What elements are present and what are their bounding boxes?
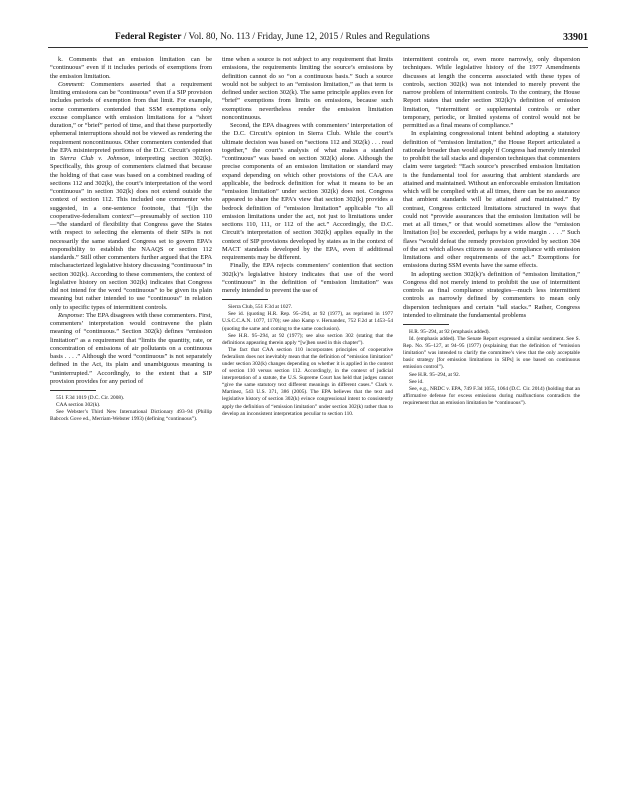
body-paragraph: time when a source is not subject to any requirement that limits emissions, the requirements limiting the source’s emissions by definition cannot do so “on a continuous basis.” Such a source would not be subject to an “emission limitation,” as that term is defined under section 302(k). The same principle applies even for “brief” exemptions from limits on emissions, because such exemptions nevertheless render the emission limitation noncontinuous.: [222, 56, 393, 121]
body-paragraph: intermittent controls or, even more narrowly, only dispersion techniques. While legislative history of the 1977 Amendments discusses at length the concerns associated with these types of controls, section 302(k) was not intended to merely prevent the narrow problem of intermittent controls. To the contrary, the House Report states that under section 302(k)’s definition of emission limitation, “intermittent or supplemental controls or other temporary, periodic, or limited systems of control would not be permitted as a final means of compliance.”: [403, 56, 580, 129]
section-heading: k. Comments that an emission limitation can be “continuous” even if it includes periods of exemptions from the emission limitation.: [50, 56, 212, 80]
body-paragraph: Second, the EPA disagrees with commenters’ interpretation of the D.C. Circuit’s opinion in Sierra Club. While the court’s ultimate decision was based on “sections 112 and 302(k) . . . read together,” the court’s analysis of what makes a standard “continuous” was based on section 302(k) alone. Although the precise components of an emission limitation or standard may expand depending on which other provisions of the CAA are applicable, the bedrock definition for what it means to be an “emission limitation” under section 302(k) does not. Congress appeared to share the EPA’s view that section 302(k) provides a bedrock definition of “emission limitation” applicable “to all emission limitations under the act, not just to limitations under sections 110, 111, or 112 of the act.” Accordingly, the D.C. Circuit’s interpretation of section 302(k) applies equally in the context of SIP provisions developed by states as in the context of MACT standards developed by the EPA, even if additional requirements may be different.: [222, 122, 393, 261]
response-label: Response:: [58, 311, 85, 319]
publication-name: Federal Register: [115, 32, 182, 42]
comment-paragraph: Comment: Commenters asserted that a requirement limiting emissions can be “continuous” even if a SIP provision includes periods of exemption from that limit. For example, some commenters contended that SSM exemptions only excuse compliance with emission limitations for a “short duration,” or “brief” period of time, and that these purportedly ephemeral interruptions should not be viewed as rendering the requirement noncontinuous. Other commenters contended that the EPA misinterpreted portions of the D.C. Circuit’s opinion in Sierra Club v. Johnson, interpreting section 302(k). Specifically, this group of commenters claimed that because the holding of that case was based on a combined reading of sections 112 and 302(k), the court’s interpretation of the word “continuous” in section 302(k) does not extend outside the context of section 112. This included one commenter who suggested, in a one-sentence footnote, that “[i]n the cooperative-federalism context”—presumably of section 110—“the standard of flexibility that Congress gave the States with respect to selecting the elements of their SIPs is not necessarily the same standard Congress set to govern EPA’s responsibility to establish the NAAQS or section 112 standards.” Still other commenters further argued that the EPA mischaracterized legislative history discussing “continuous” in section 302(k). According to these commenters, the context of legislative history on section 302(k) indicates that Congress did not intend for the word “continuous” to be given its plain meaning but rather intended to use “continuous” in relation only to specific types of intermittent controls.: [50, 80, 212, 311]
body-paragraph: In explaining congressional intent behind adopting a statutory definition of “emission limitation,” the House Report articulated a rationale broader than would apply if Congress had merely intended to prohibit the tall stacks and dispersion techniques that commenters claim were targeted: “Each source’s prescribed emission limitation is the fundamental tool for assuring that ambient standards are attained and maintained. Without an enforceable emission limitation which will be complied with at all times, there can be no assurance that ambient standards will be attained and maintained.” By contrast, Congress criticized limitations structured in ways that could not “provide assurances that the emission limitation will be met at all times,” or that would sometimes allow the “emission limitation [to] be exceeded, perhaps by a wide margin . . . .” Such flaws “would defeat the remedy provision provided by section 304 of the act which allows citizens to assure compliance with emission limitations and other requirements of the act.” Exemptions for emissions during SSM events have the same effects.: [403, 130, 580, 270]
footnote: See H.R. 95–294, at 92.: [409, 371, 461, 378]
body-paragraph: Finally, the EPA rejects commenters’ contention that section 302(k)’s legislative history indicates that use of the word “continuous” in the definition of “emission limitation” was merely intended to prevent the use of: [222, 262, 393, 294]
footnote-rule: [222, 299, 268, 300]
footnote: 551 F.3d 1019 (D.C. Cir. 2008).: [56, 395, 125, 401]
page-number: 33901: [563, 32, 588, 43]
footnote: See, e.g., NRDC v. EPA, 749 F.3d 1055, 1064 (D.C. Cir. 2014) (holding that an affirmative defense for excess emissions during malfunctions contradicts the requirement that an emission limitation be “continuous”).: [403, 385, 580, 406]
footnote: Sierra Club, 551 F.3d at 1027.: [228, 304, 293, 311]
header-rule: [48, 47, 588, 48]
column-left: [50, 56, 212, 791]
column-middle: [222, 56, 393, 791]
running-title: [115, 32, 430, 42]
page-header: [48, 32, 588, 46]
footnote-rule: [50, 390, 96, 391]
footnote-rule: [403, 324, 449, 325]
footnote: CAA section 302(k).: [56, 402, 101, 409]
footnote: H.R. 95–294, at 92 (emphasis added).: [409, 329, 490, 335]
footnote: See id. (quoting H.R. Rep. 95–294, at 92 (1977), as reprinted in 1977 U.S.C.C.A.N. 1077, 1170); see also Kamp v. Hernandez, 752 F.2d at 1453–54 (quoting the same and coming to the same conclusion).: [222, 311, 393, 332]
footnote: See Webster’s Third New International Dictionary 493–94 (Phillip Babcock Gove ed., Merriam-Webster 1993) (defining “continuous”).: [50, 409, 212, 423]
comment-label: Comment:: [58, 80, 85, 88]
response-paragraph: Response: The EPA disagrees with these commenters. First, commenters’ interpretation would contravene the plain meaning of “continuous.” Section 302(k) defines “emission limitation” as a requirement that “limits the quantity, rate, or concentration of emissions of air pollutants on a continuous basis . . . .” Although the word “continuous” is not separately defined in the Act, its plain and unambiguous meaning is “uninterrupted.” Accordingly, to the extent that a SIP provision provides for any period of: [50, 311, 212, 385]
footnote: See H.R. 95–294, at 92 (1977); see also section 302 (stating that the definitions appearing therein apply “[w]hen used in this chapter”).: [222, 332, 393, 346]
footnote: See id.: [409, 378, 424, 385]
issue-info: / Vol. 80, No. 113 / Friday, June 12, 2015 / Rules and Regulations: [181, 32, 430, 42]
footnote: The fact that CAA section 110 incorporates principles of cooperative federalism does not inevitably mean that the definition of “emission limitation” under section 302(k) changes depending on whether it is applied in the context of section 110 versus section 112. Accordingly, in the context of judicial interpretation of a statute, the U.S. Supreme Court has held that judges cannot “give the same statutory text different meanings in different cases.” Clark v. Martinez, 543 U.S. 371, 386 (2005). The EPA believes that the text and legislative history of section 302(k) evince congressional intent to consistently apply the definition of “emission limitation” under section 302(k) rather than to develop an inconsistent interpretation peculiar to section 110.: [222, 346, 393, 417]
case-name: Sierra Club v. Johnson,: [59, 155, 131, 162]
body-paragraph: In adopting section 302(k)’s definition of “emission limitation,” Congress did not merely intend to prohibit the use of intermittent controls as final compliance strategies—much less intermittent controls as narrowly defined by commenters to mean only dispersion techniques and certain “tall stacks.” Rather, Congress intended to eliminate the fundamental problems: [403, 270, 580, 319]
column-right: [403, 56, 580, 791]
footnote: Id. (emphasis added). The Senate Report expressed a similar sentiment. See S. Rep. No. 95–127, at 94–95 (1977) (explaining that the definition of “emission limitation” was intended to clarify the committee’s view that the only acceptable basic strategy [for emission limitations in SIPs] is one based on continuous emission control”).: [403, 336, 580, 371]
